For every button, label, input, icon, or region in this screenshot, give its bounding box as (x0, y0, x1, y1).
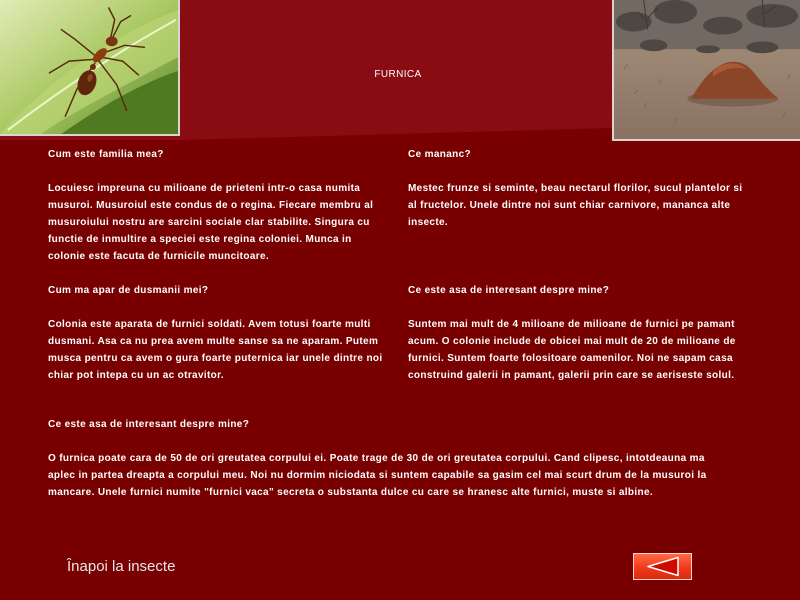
paragraph-line: Locuiesc impreuna cu milioane de prieteni intr-o casa numita (48, 183, 361, 194)
paragraph-line: acum. O colonie include de obicei mai mult de 20 de milioane de (408, 336, 736, 347)
section-heading: Ce este asa de interesant despre mine? (48, 419, 250, 430)
section-interesting (408, 282, 736, 384)
back-to-insects-link[interactable]: Înapoi la insecte (67, 558, 176, 575)
section-defense (48, 282, 383, 384)
anthill-photo (612, 0, 800, 141)
section-heading: Cum este familia mea? (48, 149, 164, 160)
paragraph-line: dusmani. Asa ca nu prea avem multe sanse sa ne aparam. Putem (48, 336, 379, 347)
arrow-left-icon (634, 554, 691, 579)
section-text (48, 180, 373, 265)
paragraph-line: insecte. (408, 217, 449, 228)
page-title: FURNICA (374, 69, 422, 80)
paragraph-line: functie de inmultire a speciei este regina coloniei. Munca in (48, 234, 352, 245)
section-food (408, 146, 742, 231)
section-facts (48, 416, 707, 501)
paragraph-line: musuroi. Musuroiul este condus de o regina. Fiecare membru al (48, 200, 374, 211)
section-heading: Ce este asa de interesant despre mine? (408, 285, 610, 296)
previous-slide-button[interactable] (633, 553, 692, 580)
paragraph-line: mancare. Unele furnici numite "furnici vaca" secreta o substanta dulce cu care se hranesc alte furnici, muste si albine. (48, 487, 654, 498)
section-text (408, 316, 736, 384)
paragraph-line: al fructelor. Unele dintre noi sunt chiar carnivore, mananca alte (408, 200, 731, 211)
paragraph-line: musca pentru ca avem o gura foarte puternica iar unele dintre noi (48, 353, 383, 364)
section-heading: Ce mananc? (408, 149, 471, 160)
paragraph-line: musuroiului nostru are sarcini sociale clar stabilite. Singura cu (48, 217, 370, 228)
section-text (408, 180, 742, 231)
paragraph-line: furnici. Suntem foarte folositoare oamenilor. Noi ne sapam casa (408, 353, 733, 364)
paragraph-line: Colonia este aparata de furnici soldati. Avem totusi foarte multi (48, 319, 371, 330)
section-text (48, 450, 707, 501)
section-heading: Cum ma apar de dusmanii mei? (48, 285, 209, 296)
paragraph-line: colonie este facuta de furnicile muncitoare. (48, 251, 270, 262)
paragraph-line: construind galerii in pamant, galerii prin care se aeriseste solul. (408, 370, 735, 381)
paragraph-line: Suntem mai mult de 4 milioane de milioane de furnici pe pamant (408, 319, 735, 330)
section-text (48, 316, 383, 384)
paragraph-line: aplec in partea dreapta a corpului meu. Noi nu dormim niciodata si suntem capabile sa gasim cel mai scurt drum de la musuroi la (48, 470, 707, 481)
paragraph-line: chiar pot intepa cu un ac otravitor. (48, 370, 224, 381)
ant-photo (0, 0, 180, 136)
section-family (48, 146, 373, 265)
paragraph-line: O furnica poate cara de 50 de ori greutatea corpului ei. Poate trage de 30 de ori greutatea corpului. Cand clipesc, intotdeauna ma (48, 453, 705, 464)
paragraph-line: Mestec frunze si seminte, beau nectarul florilor, sucul plantelor si (408, 183, 743, 194)
